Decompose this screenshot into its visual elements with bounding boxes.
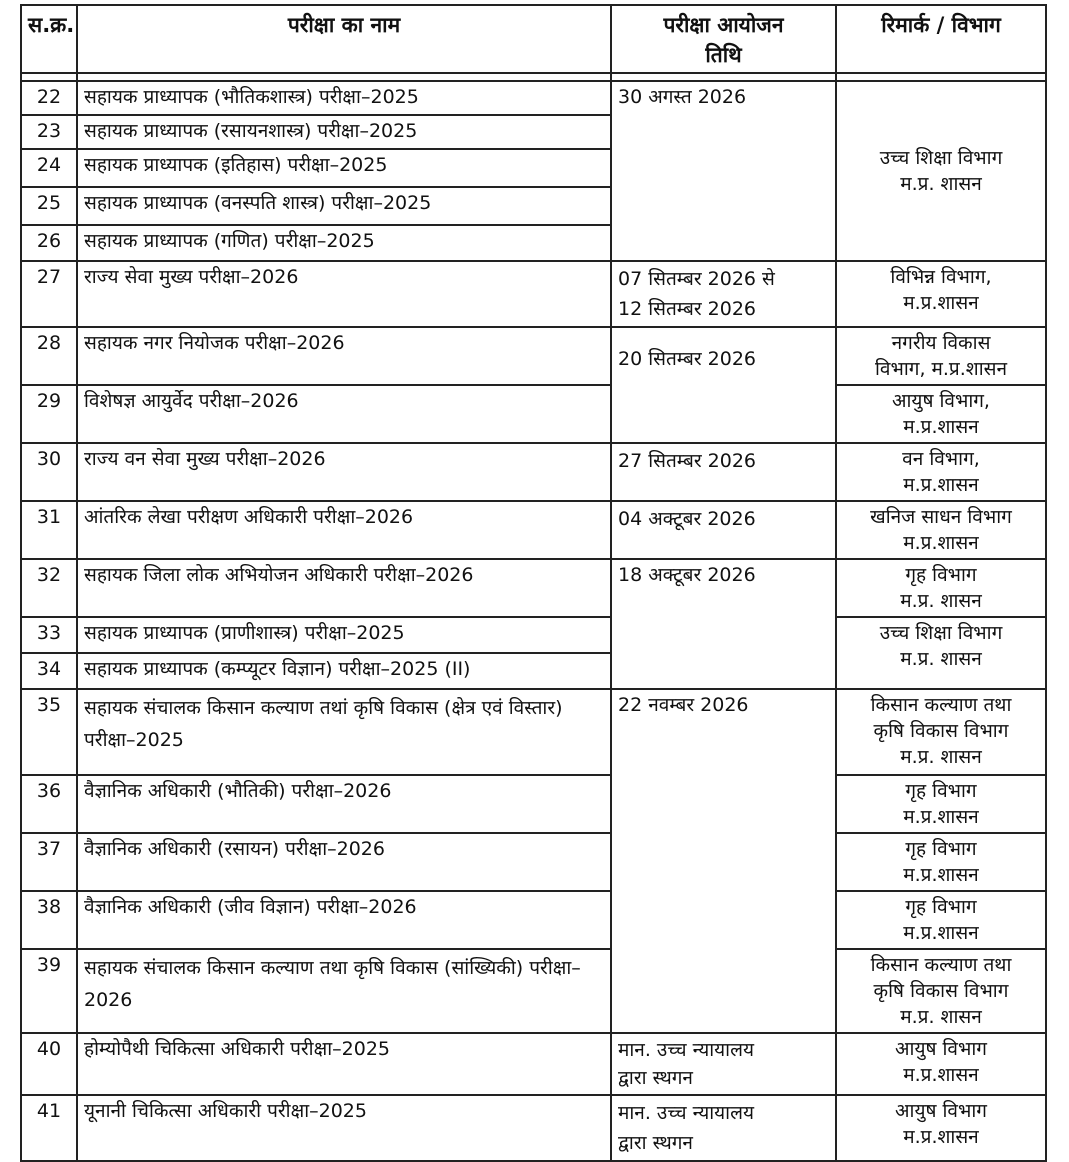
- remark-line: उच्च शिक्षा विभाग: [879, 622, 1003, 644]
- row-sno: 34: [21, 653, 77, 689]
- remark-line: म.प्र.शासन: [903, 416, 979, 438]
- row-sno: 24: [21, 149, 77, 187]
- row-sno: 40: [21, 1033, 77, 1095]
- row-exam-name: वैज्ञानिक अधिकारी (जीव विज्ञान) परीक्षा–2026: [77, 891, 611, 949]
- row-exam-date: [611, 443, 836, 501]
- remark-line: म.प्र. शासन: [900, 1006, 982, 1028]
- row-exam-name: यूनानी चिकित्सा अधिकारी परीक्षा–2025: [77, 1095, 611, 1161]
- row-sno: 36: [21, 775, 77, 833]
- remark-line: विभाग, म.प्र.शासन: [874, 358, 1008, 380]
- row-sno: 38: [21, 891, 77, 949]
- row-remark: [836, 81, 1046, 261]
- remark-line: म.प्र. शासन: [900, 590, 982, 612]
- remark-line: किसान कल्याण तथा: [870, 694, 1012, 716]
- row-sno: 30: [21, 443, 77, 501]
- table-row: [21, 891, 1046, 949]
- header-exam-name: परीक्षा का नाम: [77, 5, 611, 73]
- date-text: द्वारा स्थगन: [618, 1067, 693, 1089]
- remark-line: म.प्र.शासन: [903, 806, 979, 828]
- row-exam-name: वैज्ञानिक अधिकारी (रसायन) परीक्षा–2026: [77, 833, 611, 891]
- table-row: [21, 327, 1046, 385]
- date-text: 22 नवम्बर 2026: [618, 694, 749, 716]
- remark-line: गृह विभाग: [905, 564, 977, 586]
- remark-line: कृषि विकास विभाग: [873, 980, 1009, 1002]
- remark-line: आयुष विभाग: [895, 1038, 987, 1060]
- row-exam-name: होम्योपैथी चिकित्सा अधिकारी परीक्षा–2025: [77, 1033, 611, 1095]
- remark-line: खनिज साधन विभाग: [870, 506, 1012, 528]
- row-sno: 26: [21, 225, 77, 261]
- remark-line: आयुष विभाग,: [892, 390, 990, 412]
- row-exam-date: [611, 327, 836, 443]
- row-sno: 35: [21, 689, 77, 775]
- remark-line: गृह विभाग: [905, 838, 977, 860]
- row-exam-date: [611, 261, 836, 327]
- row-exam-name: सहायक जिला लोक अभियोजन अधिकारी परीक्षा–2026: [77, 559, 611, 617]
- row-sno: 32: [21, 559, 77, 617]
- row-remark: [836, 261, 1046, 327]
- row-exam-name: सहायक संचालक किसान कल्याण तथा कृषि विकास (सांख्यिकी) परीक्षा–2026: [77, 949, 611, 1033]
- table-row: [21, 949, 1046, 1033]
- row-remark: [836, 385, 1046, 443]
- remark-line: म.प्र. शासन: [900, 173, 982, 195]
- date-text: 18 अक्टूबर 2026: [618, 564, 756, 586]
- row-sno: 23: [21, 115, 77, 149]
- table-row: [21, 385, 1046, 443]
- table-row: [21, 443, 1046, 501]
- row-sno: 29: [21, 385, 77, 443]
- date-text: 12 सितम्बर 2026: [618, 298, 756, 320]
- row-remark: [836, 949, 1046, 1033]
- remark-line: म.प्र.शासन: [903, 864, 979, 886]
- table-row: [21, 501, 1046, 559]
- remark-line: म.प्र.शासन: [903, 532, 979, 554]
- row-exam-date: [611, 501, 836, 559]
- table-row: [21, 1033, 1046, 1095]
- row-exam-name: सहायक प्राध्यापक (इतिहास) परीक्षा–2025: [77, 149, 611, 187]
- row-remark: [836, 327, 1046, 385]
- table-row: [21, 775, 1046, 833]
- row-sno: 31: [21, 501, 77, 559]
- date-text: 04 अक्टूबर 2026: [618, 508, 756, 530]
- row-sno: 25: [21, 187, 77, 225]
- row-exam-date: [611, 559, 836, 689]
- row-exam-name: आंतरिक लेखा परीक्षण अधिकारी परीक्षा–2026: [77, 501, 611, 559]
- remark-line: म.प्र.शासन: [903, 1126, 979, 1148]
- date-text: 27 सितम्बर 2026: [618, 450, 756, 472]
- remark-line: म.प्र. शासन: [900, 648, 982, 670]
- remark-line: नगरीय विकास: [891, 332, 991, 354]
- spacer-row: [21, 73, 1046, 81]
- remark-line: गृह विभाग: [905, 780, 977, 802]
- row-sno: 28: [21, 327, 77, 385]
- row-exam-name: राज्य वन सेवा मुख्य परीक्षा–2026: [77, 443, 611, 501]
- remark-line: गृह विभाग: [905, 896, 977, 918]
- row-sno: 33: [21, 617, 77, 653]
- row-remark: [836, 1033, 1046, 1095]
- row-exam-name: सहायक प्राध्यापक (भौतिकशास्त्र) परीक्षा–2025: [77, 81, 611, 115]
- row-sno: 39: [21, 949, 77, 1033]
- row-remark: [836, 617, 1046, 689]
- row-exam-name: सहायक प्राध्यापक (वनस्पति शास्त्र) परीक्षा–2025: [77, 187, 611, 225]
- date-text: मान. उच्च न्यायालय: [618, 1102, 754, 1124]
- row-sno: 41: [21, 1095, 77, 1161]
- remark-line: विभिन्न विभाग,: [890, 266, 992, 288]
- remark-line: उच्च शिक्षा विभाग: [879, 147, 1003, 169]
- row-sno: 27: [21, 261, 77, 327]
- row-sno: 37: [21, 833, 77, 891]
- row-exam-date: [611, 81, 836, 261]
- header-exam-date: परीक्षा आयोजन तिथि: [611, 5, 836, 73]
- row-exam-date: [611, 1033, 836, 1095]
- row-remark: [836, 443, 1046, 501]
- remark-line: म.प्र.शासन: [903, 292, 979, 314]
- remark-line: कृषि विकास विभाग: [873, 720, 1009, 742]
- row-exam-name: सहायक नगर नियोजक परीक्षा–2026: [77, 327, 611, 385]
- row-exam-date: [611, 1095, 836, 1161]
- remark-line: आयुष विभाग: [895, 1100, 987, 1122]
- table-row: [21, 559, 1046, 617]
- row-remark: [836, 501, 1046, 559]
- remark-line: किसान कल्याण तथा: [870, 954, 1012, 976]
- row-exam-name: सहायक प्राध्यापक (प्राणीशास्त्र) परीक्षा–2025: [77, 617, 611, 653]
- row-remark: [836, 1095, 1046, 1161]
- row-exam-name: राज्य सेवा मुख्य परीक्षा–2026: [77, 261, 611, 327]
- remark-line: म.प्र.शासन: [903, 922, 979, 944]
- row-exam-date: [611, 689, 836, 1033]
- exam-schedule-table: [20, 4, 1047, 1162]
- row-exam-name: सहायक प्राध्यापक (गणित) परीक्षा–2025: [77, 225, 611, 261]
- remark-line: वन विभाग,: [902, 448, 980, 470]
- row-exam-name: वैज्ञानिक अधिकारी (भौतिकी) परीक्षा–2026: [77, 775, 611, 833]
- table-row: [21, 1095, 1046, 1161]
- table-row: [21, 689, 1046, 775]
- date-text: द्वारा स्थगन: [618, 1132, 693, 1154]
- table-row: [21, 261, 1046, 327]
- row-remark: [836, 559, 1046, 617]
- row-sno: 22: [21, 81, 77, 115]
- row-remark: [836, 689, 1046, 775]
- header-row: [21, 5, 1046, 73]
- table-row: [21, 833, 1046, 891]
- date-text: 20 सितम्बर 2026: [618, 348, 756, 370]
- table-row: [21, 81, 1046, 115]
- date-text: मान. उच्च न्यायालय: [618, 1039, 754, 1061]
- remark-line: म.प्र. शासन: [900, 746, 982, 768]
- remark-line: म.प्र.शासन: [903, 1064, 979, 1086]
- row-exam-name: विशेषज्ञ आयुर्वेद परीक्षा–2026: [77, 385, 611, 443]
- date-text: 30 अगस्त 2026: [618, 86, 747, 108]
- remark-line: म.प्र.शासन: [903, 474, 979, 496]
- header-remark: रिमार्क / विभाग: [836, 5, 1046, 73]
- row-remark: [836, 775, 1046, 833]
- row-exam-name: सहायक प्राध्यापक (रसायनशास्त्र) परीक्षा–2025: [77, 115, 611, 149]
- row-remark: [836, 833, 1046, 891]
- date-text: 07 सितम्बर 2026 से: [618, 268, 775, 290]
- table-row: [21, 617, 1046, 653]
- row-remark: [836, 891, 1046, 949]
- row-exam-name: सहायक प्राध्यापक (कम्प्यूटर विज्ञान) परीक्षा–2025 (II): [77, 653, 611, 689]
- row-exam-name: सहायक संचालक किसान कल्याण तथां कृषि विकास (क्षेत्र एवं विस्तार) परीक्षा–2025: [77, 689, 611, 775]
- header-sno: स.क्र.: [21, 5, 77, 73]
